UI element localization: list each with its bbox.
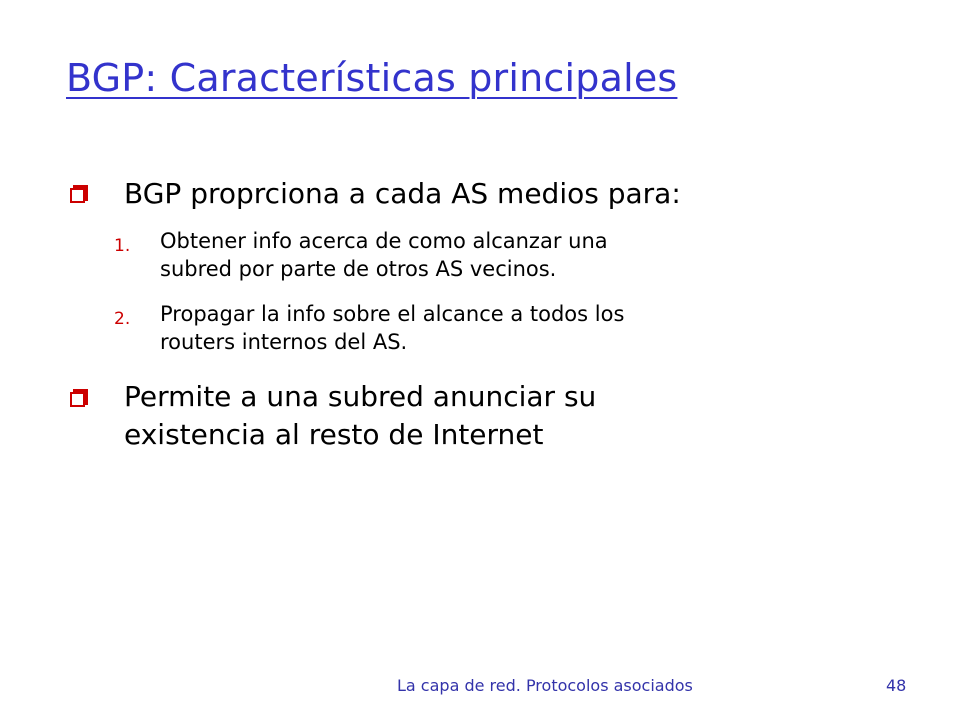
subitem-1-number: 1.	[114, 236, 131, 256]
bullet-1-text: BGP proprciona a cada AS medios para:	[124, 177, 681, 210]
square-bullet-icon	[70, 184, 90, 204]
bullet-2-line-2: existencia al resto de Internet	[124, 418, 544, 451]
subitem-2-line-1: Propagar la info sobre el alcance a todos los	[160, 302, 625, 326]
subitem-1-line-1: Obtener info acerca de como alcanzar una	[160, 229, 608, 253]
square-bullet-icon	[70, 388, 90, 408]
subitem-2-number: 2.	[114, 309, 131, 329]
footer-text: La capa de red. Protocolos asociados	[397, 676, 693, 695]
slide-title[interactable]: BGP: Características principales	[66, 56, 678, 100]
subitem-2-line-2: routers internos del AS.	[160, 330, 408, 354]
subitem-1-line-2: subred por parte de otros AS vecinos.	[160, 257, 557, 281]
bullet-2-line-1: Permite a una subred anunciar su	[124, 380, 597, 413]
page-number: 48	[886, 676, 907, 695]
